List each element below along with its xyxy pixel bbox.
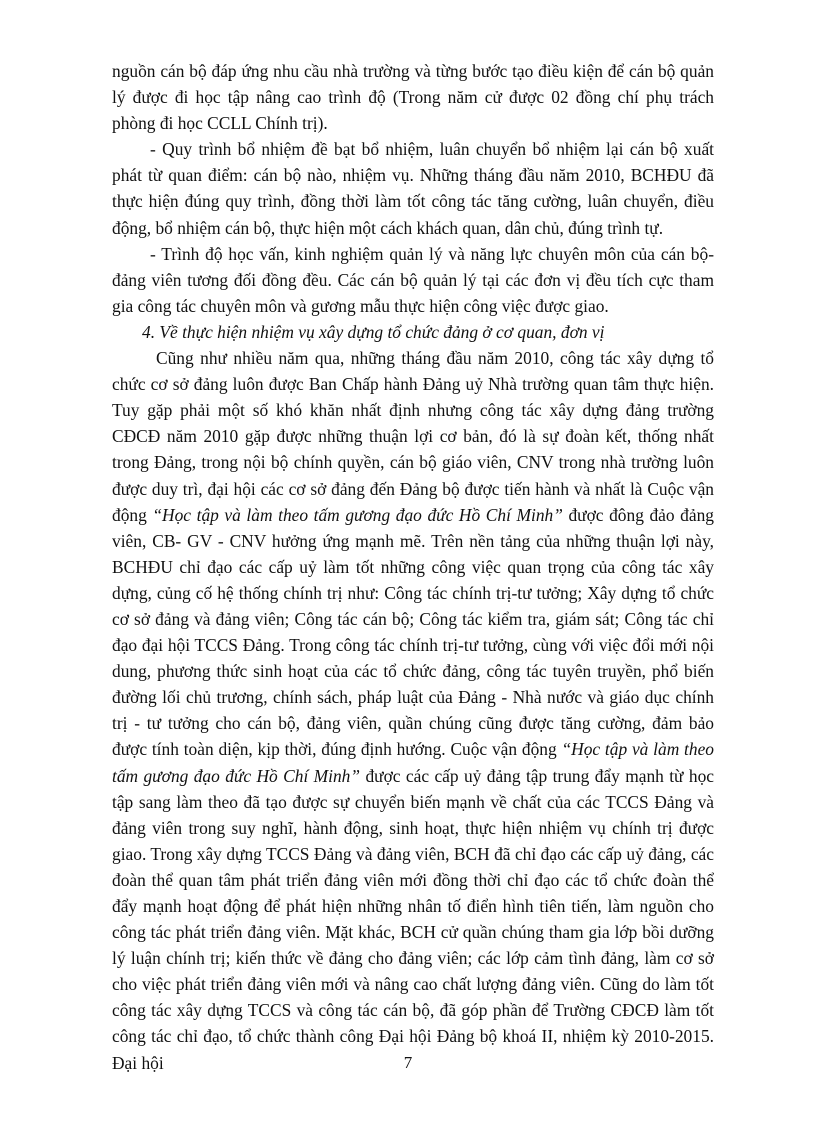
document-page	[112, 58, 714, 1076]
paragraph-qualifications: - Trình độ học vấn, kinh nghiệm quản lý và năng lực chuyên môn của cán bộ-đảng viên tương đối đồng đều. Các cán bộ quản lý tại các đơn vị đều tích cực tham gia công tác chuyên môn và gương mẫu thực hiện công việc được giao.	[112, 243, 714, 316]
paragraph-staff-training: nguồn cán bộ đáp ứng nhu cầu nhà trường và từng bước tạo điều kiện để cán bộ quản lý được đi học tập nâng cao trình độ (Trong năm cử được 02 đồng chí phụ trách phòng đi học CCLL Chính trị).	[112, 61, 714, 134]
text-run: được đông đảo đảng viên, CB- GV - CNV hưởng ứng mạnh mẽ. Trên nền tảng của những thuận lợi này, BCHĐU chỉ đạo các cấp uỷ làm tốt những công việc quan trọng của công tác xây dựng, củng cố hệ thống chính trị như: Công tác chính trị-tư tưởng; Xây dựng tổ chức cơ sở đảng và đảng viên; Công tác cán bộ; Công tác kiểm tra, giám sát; Công tác chỉ đạo đại hội TCCS Đảng. Trong công tác chính trị-tư tưởng, cùng với việc đổi mới nội dung, phương thức sinh hoạt của các tổ chức đảng, công tác tuyên truyền, phổ biến đường lối chủ trương, chính sách, pháp luật của Đảng - Nhà nước và giáo dục chính trị - tư tưởng cho cán bộ, đảng viên, quần chúng cũng được tăng cường, đảm bảo được tính toàn diện, kịp thời, đúng định hướng. Cuộc vận động	[112, 504, 714, 760]
paragraph-appointment-process: - Quy trình bổ nhiệm đề bạt bổ nhiệm, luân chuyển bổ nhiệm lại cán bộ xuất phát từ quan điểm: cán bộ nào, nhiệm vụ. Những tháng đầu năm 2010, BCHĐU đã thực hiện đúng quy trình, đồng thời làm tốt công tác tăng cường, luân chuyển, điều động, bổ nhiệm cán bộ, thực hiện một cách khách quan, dân chủ, đúng trình tự.	[112, 139, 714, 238]
text-run: được các cấp uỷ đảng tập trung đẩy mạnh từ học tập sang làm theo đã tạo được sự chuyển biến mạnh về chất của các TCCS Đảng và đảng viên trong suy nghĩ, hành động, sinh hoạt, thực hiện nhiệm vụ chính trị được giao. Trong xây dựng TCCS Đảng và đảng viên, BCH đã chỉ đạo các cấp uỷ đảng, các đoàn thể quan tâm phát triển đảng viên mới đồng thời chỉ đạo các tổ chức đoàn thể đẩy mạnh hoạt động để phát hiện những nhân tố điển hình tiên tiến, làm nguồn cho công tác phát triển đảng viên. Mặt khác, BCH cử quần chúng tham gia lớp bồi dưỡng lý luận chính trị; kiến thức về đảng cho đảng viên; các lớp cảm tình đảng, làm cơ sở cho việc phát triển đảng viên mới và nâng cao chất lượng đảng viên. Cũng do làm tốt công tác xây dựng TCCS và công tác cán bộ, đã góp phần để Trường CĐCĐ làm tốt công tác chỉ đạo, tổ chức thành công Đại hội Đảng bộ khoá II, nhiệm kỳ 2010-2015. Đại hội	[112, 765, 714, 1073]
page-number: 7	[403, 1053, 413, 1072]
paragraph-party-building	[112, 345, 714, 1076]
campaign-quote: “Học tập và làm theo tấm gương đạo đức Hồ Chí Minh”	[112, 739, 714, 786]
text-run: Cũng như nhiều năm qua, những tháng đầu năm 2010, công tác xây dựng tổ chức cơ sở đảng luôn được Ban Chấp hành Đảng uỷ Nhà trường quan tâm thực hiện. Tuy gặp phải một số khó khăn nhất định nhưng công tác xây dựng đảng trường CĐCĐ năm 2010 gặp được những thuận lợi cơ bản, đó là sự đoàn kết, thống nhất trong Đảng, trong nội bộ chính quyền, cán bộ giáo viên, CNV trong nhà trường luôn được duy trì, đại hội các cơ sở đảng đến Đảng bộ được tiến hành và nhất là Cuộc vận động	[112, 348, 714, 525]
campaign-quote: “Học tập và làm theo tấm gương đạo đức Hồ Chí Minh”	[152, 504, 563, 525]
section-heading: 4. Về thực hiện nhiệm vụ xây dựng tổ chức đảng ở cơ quan, đơn vị	[142, 321, 605, 342]
